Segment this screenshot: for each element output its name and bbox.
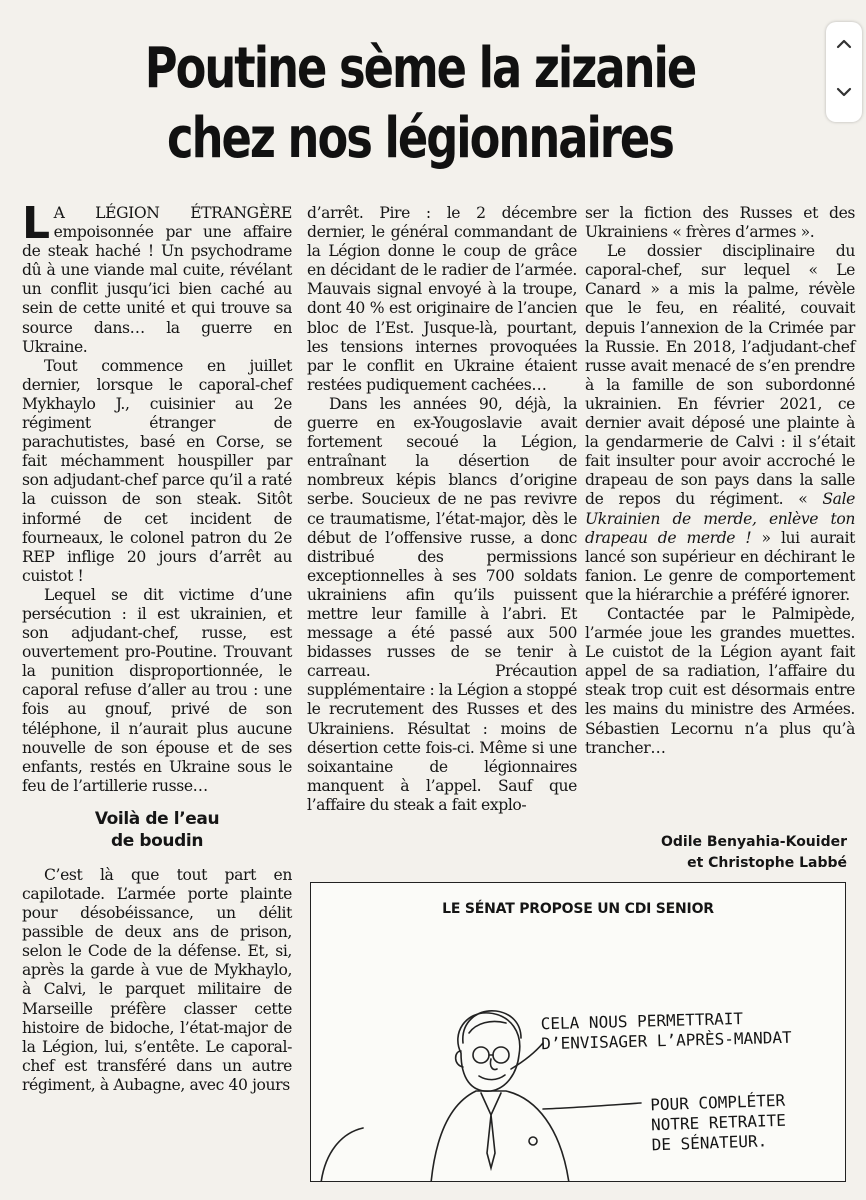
quote-text: Sale Ukrainien de merde, enlève ton drapeau de merde ! [585, 490, 855, 547]
article-column-2 [307, 204, 577, 815]
paragraph: d’arrêt. Pire : le 2 décembre dernier, le général commandant de la Légion donne le coup de grâce en décidant de le radier de l’armée. Mauvais signal envoyé à la troupe, dont 40 % est originaire de l’ancien bloc de l’Est. Jusque-là, pourtant, les tensions internes provoquées par le conflit en Ukraine étaient restées pudiquement cachées… [307, 204, 577, 394]
subheading-line-2: de boudin [110, 830, 204, 851]
paragraph: Lequel se dit victime d’une persécution : il est ukrainien, et son adjudant-chef, russe, est ouvertement pro-Poutine. Trouvant la punition disproportionnée, le caporal refuse d’aller au trou : une fois au gnouf, privé de son téléphone, il n’aurait plus aucune nouvelle de son épouse et de ses enfants, restés en Ukraine sous le feu de l’artillerie russe… [22, 585, 292, 795]
speech-bubble-1 [541, 1008, 792, 1055]
article-column-1 [22, 198, 292, 1095]
author-line-2: et Christophe Labbé [687, 855, 847, 871]
scroll-control [826, 22, 862, 122]
paragraph [22, 198, 292, 357]
article-headline [100, 34, 740, 174]
speech-bubble-2 [650, 1091, 787, 1156]
headline-line-2: chez nos légionnaires [167, 106, 673, 171]
paragraph: Tout commence en juillet dernier, lorsque le caporal-chef Mykhaylo J., cuisinier au 2e régiment étranger de parachutistes, basé en Corse, se fait méchamment houspiller par son adjudant-chef parce qu’il a raté la cuisson de son steak. Sitôt informé de cet incident de fourneaux, le colonel patron du 2e REP inflige 20 jours d’arrêt au cuistot ! [22, 356, 292, 585]
paragraph: ser la fiction des Russes et des Ukrainiens « frères d’armes ». [585, 204, 855, 242]
bubble-line: D’ENVISAGER L’APRÈS-MANDAT [541, 1027, 792, 1054]
bubble-line: NOTRE RETRAITE [650, 1110, 787, 1135]
chevron-down-icon [836, 86, 852, 98]
paragraph-text: » lui aurait lancé son supérieur en déchirant le fanion. Le genre de comportement que la hiérarchie a préféré ignorer. [585, 528, 855, 604]
author-byline [585, 832, 847, 874]
paragraph: C’est là que tout part en capilotade. L’armée porte plainte pour désobéissance, un délit passible de deux ans de prison, selon le Code de la défense. Et, si, après la garde à vue de Mykhaylo, à Calvi, le parquet militaire de Marseille préfère classer cette histoire de bidoche, l’état-major de la Légion, lui, s’entête. Le caporal-chef est transféré dans un autre régiment, à Aubagne, avec 40 jours [22, 865, 292, 1094]
author-line-1: Odile Benyahia-Kouider [660, 834, 847, 850]
chevron-up-icon [836, 38, 852, 50]
paragraph: Contactée par le Palmipède, l’armée joue les grandes muettes. Le cuistot de la Légion ayant fait appel de sa radiation, l’affaire du steak trop cuit est désormais entre les mains du ministre des Armées. Sébastien Lecornu n’a plus qu’à trancher… [585, 604, 855, 757]
scroll-up-button[interactable] [826, 26, 862, 66]
paragraph: Dans les années 90, déjà, la guerre en ex-Yougoslavie avait fortement secoué la Légion, entraînant la désertion de nombreux képis blancs d’origine serbe. Soucieux de ne pas revivre ce traumatisme, l’état-major, dès le début de l’offensive russe, a donc distribué des permissions exceptionnelles à ses 700 soldats ukrainiens afin qu’ils puissent mettre leur famille à l’abri. Et message a été passé aux 500 bidasses russes de se tenir à carreau. Précaution supplémentaire : la Légion a stoppé le recrutement des Russes et des Ukrainiens. Résultat : moins de désertion cette fois-ci. Même si une soixantaine de légionnaires manquent à l’appel. Sauf que l’affaire du steak a fait explo- [307, 394, 577, 814]
headline-line-1: Poutine sème la zizanie [144, 36, 696, 101]
bubble-line: DE SÉNATEUR. [651, 1131, 768, 1155]
cartoon-title: LE SÉNAT PROPOSE UN CDI SENIOR [442, 901, 714, 917]
section-subheading [22, 808, 292, 852]
article-column-3 [585, 204, 855, 758]
subheading-line-1: Voilà de l’eau [94, 808, 220, 829]
drop-cap: L [22, 198, 50, 249]
bubble-line: POUR COMPLÉTER [649, 1090, 786, 1115]
scroll-down-button[interactable] [826, 74, 862, 114]
paragraph-text: A LÉGION ÉTRANGÈRE empoisonnée par une affaire de steak haché ! Un psychodrame dû à une viande mal cuite, révélant un conflit jusqu’ici bien caché au sein de cette unité et qui trouve sa source dans… la guerre en Ukraine. [22, 204, 292, 356]
bubble-line: CELA NOUS PERMETTRAIT [540, 1008, 744, 1034]
paragraph [585, 242, 855, 605]
paragraph-text: Le dossier disciplinaire du caporal-chef, sur lequel « Le Canard » a mis la palme, révèle que le feu, en réalité, couvait depuis l’annexion de la Crimée par la Russie. En 2018, l’adjudant-chef russe avait menacé de s’en prendre à la famille de son subordonné ukrainien. En février 2021, ce dernier avait déposé une plainte à la gendarmerie de Calvi : il s’était fait insulter pour avoir accroché le drapeau de son pays dans la salle de repos du régiment. « [585, 242, 855, 509]
cartoon-panel [310, 882, 846, 1182]
